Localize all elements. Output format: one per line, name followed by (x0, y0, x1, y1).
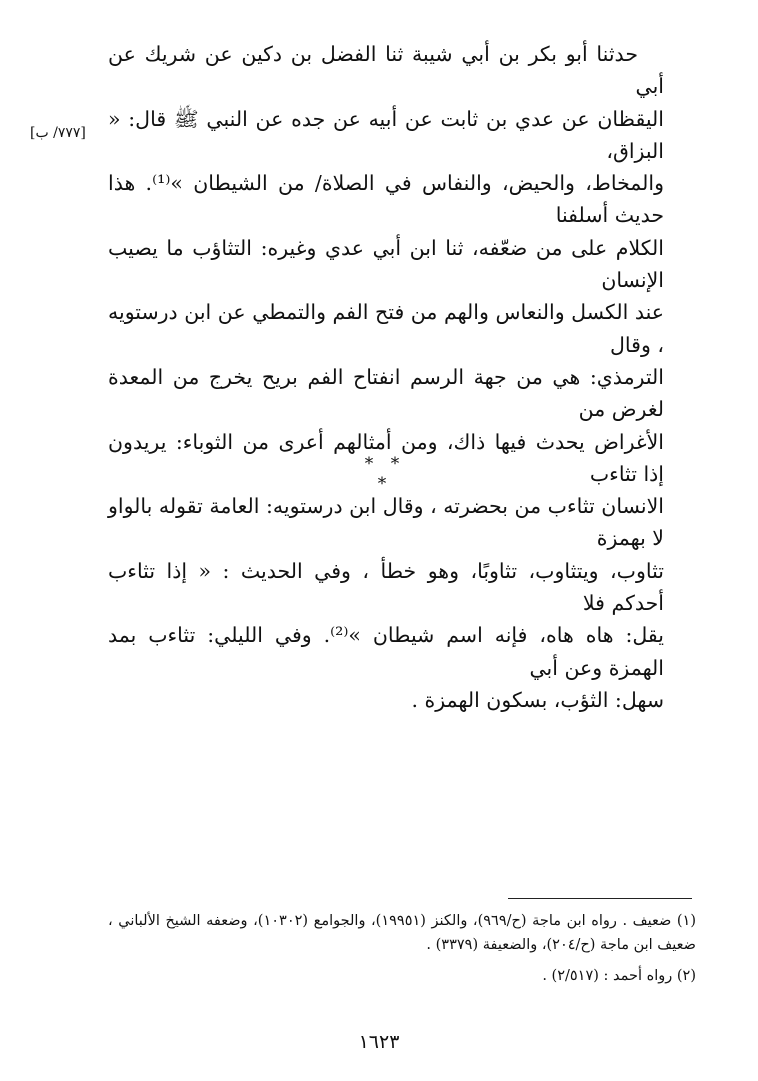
text-line: الأغراض يحدث فيها ذاك، ومن أمثالهم أعرى من الثوباء: يريدون إذا تثاءب (108, 429, 664, 486)
text-line: عند الكسل والنعاس والهم من فتح الفم والتمطي عن ابن درستويه ، وقال (108, 300, 664, 357)
text-line: حدثنا أبو بكر بن أبي شيبة ثنا الفضل بن دكين عن شريك عن أبي (108, 42, 664, 99)
footnote: (١) ضعيف . رواه ابن ماجة (ح/٩٦٩)، والكنز (١٩٩٥١)، والجوامع (١٠٣٠٢)، وضعفه الشيخ الألباني ، ضعيف ابن ماجة (ح/٢٠٤)، والضعيفة (٣٣٧٩) . (108, 913, 697, 953)
text-line: الترمذي: هي من جهة الرسم انفتاح الفم بريح يخرج من المعدة لغرض من (108, 364, 664, 422)
text-line: والمخاط، والحيض، والنفاس في الصلاة/ من الشيطان »⁽¹⁾. هذا حديث أسلفنا (108, 171, 664, 228)
text-line: الكلام على من ضعّفه، ثنا ابن أبي عدي وغيره: التثاؤب ما يصيب الإنسان (108, 235, 664, 293)
footnote: (٢) رواه أحمد : (٢/٥١٧) . (542, 968, 696, 984)
text-line: سهل: الثؤب، بسكون الهمزة . (411, 687, 664, 712)
text-line: تثاوب، ويتثاوب، تثاوبًا، وهو خطأ ، وفي الحديث : « إذا تثاءب أحدكم فلا (108, 558, 664, 616)
page-number: ١٦٢٣ (358, 1031, 400, 1053)
footnote-divider (508, 898, 692, 899)
main-paragraph (108, 38, 664, 716)
footnotes-block (108, 909, 696, 995)
text-line: الانسان تثاءب من بحضرته ، وقال ابن درستويه: العامة تقوله بالواو لا بهمزة (108, 494, 664, 551)
section-separator: * * * (364, 454, 406, 494)
manuscript-folio-marker: [٧٧٧/ ب] (30, 125, 86, 141)
text-line: يقل: هاه هاه، فإنه اسم شيطان »⁽²⁾. وفي الليلي: تثاءب بمد الهمزة وعن أبي (108, 623, 664, 680)
text-line: اليقظان عن عدي بن ثابت عن أبيه عن جده عن النبي ﷺ قال: « البزاق، (108, 106, 664, 163)
main-text-block (108, 38, 664, 716)
